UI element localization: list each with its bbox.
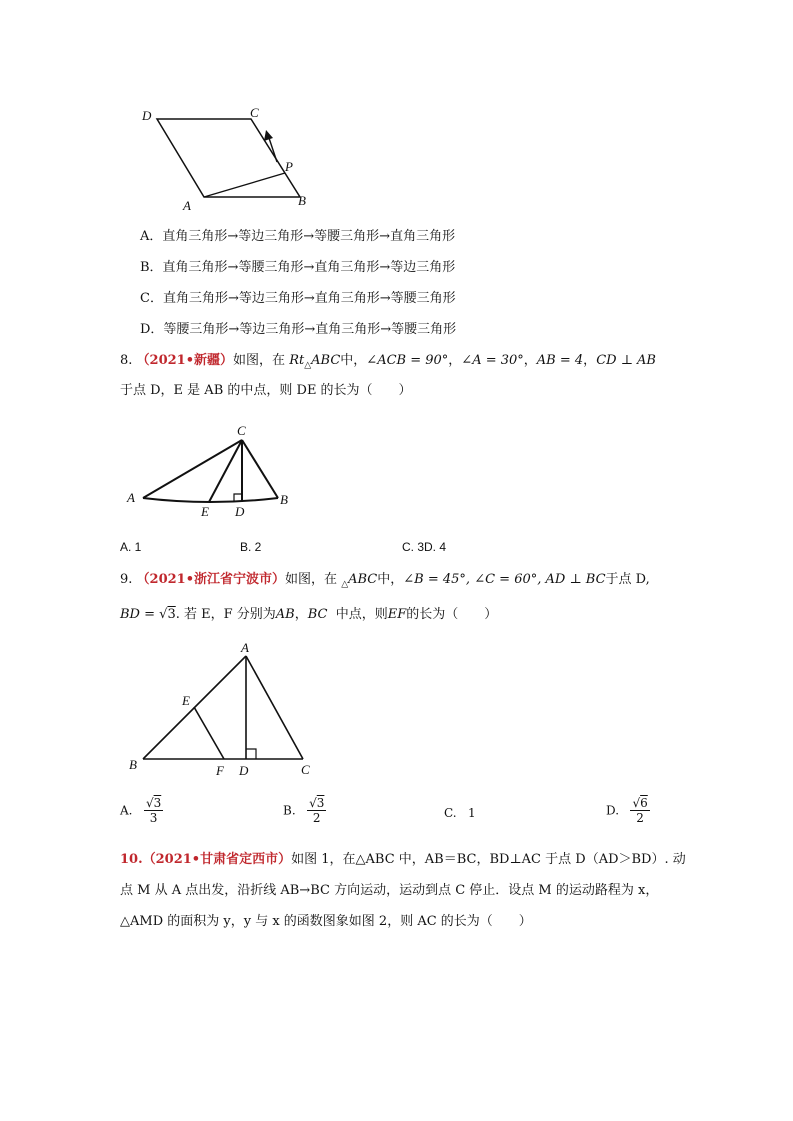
q7-option-a[interactable]: A．直角三角形→等边三角形→等腰三角形→直角三角形 [140,229,456,244]
q9-text-c: 于点 D, [605,572,650,587]
q9-right-angle-mark [246,749,256,759]
q9-bc: BC [307,607,328,622]
q10-stem-line3: △AMD 的面积为 y，y 与 x 的函数图象如图 2，则 AC 的长为（ ） [120,914,532,929]
q7-option-d[interactable]: D．等腰三角形→等边三角形→直角三角形→等腰三角形 [140,322,457,337]
q9-stem-line1 [120,571,650,594]
denominator: 2 [630,810,649,825]
q9-ab: AB [275,607,295,622]
q9-bd-value: 3 [167,607,176,622]
q8-label-c: C [237,423,246,438]
q8-option-b[interactable]: B. 2 [240,540,262,554]
q8-label-e: E [201,504,209,519]
q7-option-c[interactable]: C．直角三角形→等边三角形→直角三角形→等腰三角形 [140,291,456,306]
q9-option-a-label: A. [120,803,133,818]
q9-label-d: D [239,763,249,778]
q8-text-b: 中， [340,353,367,368]
q9-option-c-label: C. [444,806,457,820]
q9-label-f: F [216,763,224,778]
q9-side-ac [246,656,303,759]
parallelogram-shape [157,119,300,197]
label-c: C [250,105,259,120]
q9-text-d: . 若 E，F 分别为 [175,607,276,622]
q9-triangle-symbol: △ [341,579,349,590]
q9-number: 9. [120,572,133,587]
segment-ap [204,173,285,197]
q9-segment-ef [194,707,224,759]
q8-option-c[interactable]: C. 3D. 4 [402,540,447,554]
parallelogram-figure [130,100,340,215]
denominator: 3 [144,810,163,825]
label-d: D [142,108,152,123]
motion-arrow-head [264,130,273,141]
q9-abc: ABC [348,572,378,587]
q8-label-a: A [127,490,135,505]
numerator: 6 [640,796,648,810]
q9-option-a[interactable] [120,796,163,825]
q7-option-b[interactable]: B．直角三角形→等腰三角形→直角三角形→等边三角形 [140,260,456,275]
denominator: 2 [307,810,326,825]
q9-bd: BD = [120,607,160,622]
q8-sep2: ， [523,353,537,368]
q9-conditions: ∠B = 45°, ∠C = 60°, AD ⊥ BC [403,572,606,587]
q8-triangle-symbol: △ [304,360,312,371]
q9-bd-radical: √ [159,607,168,622]
q8-stem-line1 [120,352,656,375]
label-a: A [183,198,191,213]
q9-option-d[interactable] [606,796,650,825]
q8-perpendicular: CD ⊥ AB [596,353,656,368]
q9-option-c[interactable] [444,806,476,820]
radical: √ [309,796,317,810]
q9-comma: ， [294,607,308,622]
q8-text-a: 如图，在 [233,353,286,368]
q9-stem-line2 [120,606,497,624]
q9-label-a: A [241,640,249,655]
q9-option-b[interactable] [283,796,326,825]
q9-label-b: B [129,757,137,772]
q8-number: 8. [120,353,133,368]
q8-abc: ABC [311,353,341,368]
q9-option-a-fraction [144,796,163,825]
q9-label-c: C [301,762,310,777]
q9-text-b: 中， [377,572,404,587]
q9-text-f: 的长为（ ） [406,607,498,622]
label-b: B [298,193,306,208]
q10-number: 10. [120,852,143,867]
q9-option-d-fraction [630,796,649,825]
q8-source: （2021•新疆） [136,353,234,368]
radical: √ [145,796,154,810]
q8-label-b: B [280,492,288,507]
q9-text-e: 中点，则 [335,607,388,622]
q9-triangle-figure [120,638,330,788]
q8-rt: Rt [289,353,305,368]
q10-stem-line1 [120,851,686,869]
q8-side-bc [242,440,278,498]
q8-sep3: ， [583,353,597,368]
q9-option-d-label: D. [606,803,620,818]
q9-option-b-fraction [307,796,326,825]
q8-angle-a: ∠A = 30° [461,353,524,368]
numerator: 3 [153,796,162,810]
q8-triangle-figure [120,420,310,520]
q9-ef: EF [387,607,407,622]
q10-source: （2021•甘肃省定西市） [142,852,292,867]
q9-option-b-label: B. [283,803,296,818]
q8-option-a[interactable]: A. 1 [120,540,142,554]
q8-sep1: ， [448,353,462,368]
q10-stem-line2: 点 M 从 A 点出发，沿折线 AB→BC 方向运动，运动到点 C 停止．设点 M 的运动路程为 x， [120,883,659,898]
q9-source: （2021•浙江省宁波市） [136,572,286,587]
q9-text-a: 如图，在 [285,572,338,587]
q10-text-line1: 如图 1，在△ABC 中，AB＝BC，BD⊥AC 于点 D（AD＞BD）. 动 [291,852,686,867]
numerator: 3 [316,796,325,810]
q8-angle-acb: ∠ACB = 90° [366,353,449,368]
q8-stem-line2: 于点 D，E 是 AB 的中点，则 DE 的长为（ ） [120,383,412,398]
q9-label-e: E [182,693,190,708]
q9-option-c-value: 1 [468,806,476,820]
label-p: P [285,159,293,174]
q8-label-d: D [235,504,245,519]
radical: √ [632,796,641,810]
q8-ab-length: AB = 4 [536,353,584,368]
